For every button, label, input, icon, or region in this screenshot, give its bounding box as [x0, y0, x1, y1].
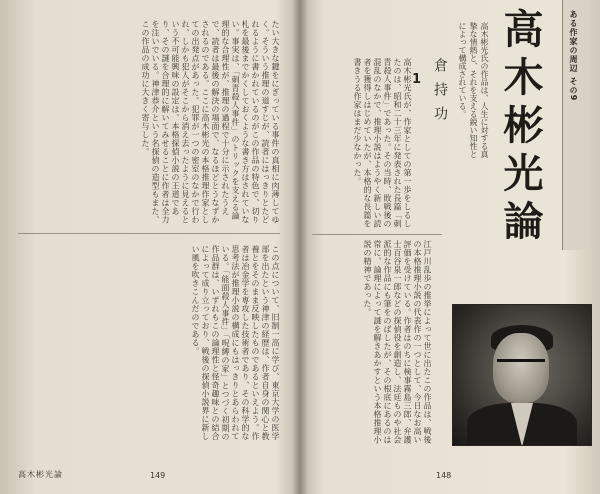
section-number: 1: [412, 72, 422, 87]
lead-paragraph: 高木彬光氏の作品は、人生に対する真摯な情熱と、それを支える鋭い知性とによって構成されている。: [458, 22, 489, 158]
right-upper-column: 高木彬光氏が、作家としての第一歩をしるしたのは、昭和二十三年に発表された長篇「刺青殺人事件」であった。その当時、敗戦後の混乱のなかで、推理小説はようやく新しい読者を獲得しはじめていたが、本格的な長篇を書きうる作家はまだ少なかった。: [353, 58, 412, 228]
author-name: 倉持功: [432, 58, 448, 130]
right-page: [300, 0, 600, 494]
portrait-glasses: [497, 359, 545, 374]
right-lower-column: 江戸川乱歩の推挙によって世に出たこの作品は、戦後の本格推理小説の代表作の一つとして、今日なお高い評価を受けている。作者はのちに検事霧島三郎、弁護士百谷泉一郎などの探偵役を創造し、法廷ものや社会派的な作品にも筆をのばしたが、その根底にあるのは常に、論理によって謎を解きあかすという本格推理小説の精神であった。: [363, 240, 432, 444]
column-divider: [18, 233, 280, 234]
page-number-right: 148: [436, 471, 452, 480]
left-lower-column: この点について、旧制一高に学び、東京大学の医学部を出たという神津の経歴は、作者自身の関心と教養とをそのまま反映したものであるといえよう。作者は冶金学を専攻した技術者であり、その科学的な思考法が推理小説の構成にもはっきりとあらわれている。「能面殺人事件」「呪縛の家」とつづく初期の作品群は、いずれもこの論理性と怪奇趣味との結合によって成り立っており、戦後の探偵小説界に新しい風を吹きこんだのである。: [191, 245, 280, 441]
column-divider-right: [312, 234, 442, 235]
running-head: 高木彬光論: [18, 470, 63, 479]
left-upper-column: たい大きな鍵をにぎっている事件の真相に肉薄してゆく。そういう推理の道すじが、読者にはっきりとたどれるように書かれているのがこの作品の特色で、切り札を最後までかくしておくような書き方はされていない。事実は、「刺青殺人事件」のトリックを支える論理的な合理性が、推理の過程で十分に示されたうえで、読者は最後の解決の場面で、なるほどとうなずかされるのである。ここに高木彬光の本格推理作家としての出発点があった。犯罪が一つの密室のなかで行われ、しかも犯人がそこから消え去ったように見えるという不可能興味の設定は、本格探偵小説の王道であり、その謎を合理的に解いてみせることに作者は全力を注いでいる。神津恭介という名探偵の造型もまた、この作品の成功に大きく寄与した。: [141, 20, 280, 224]
series-label: ある作家の周辺 その9: [569, 10, 578, 102]
author-portrait-photo: [452, 304, 592, 446]
article-title: 高木彬光論: [497, 8, 544, 248]
page-number-left: 149: [150, 471, 166, 480]
